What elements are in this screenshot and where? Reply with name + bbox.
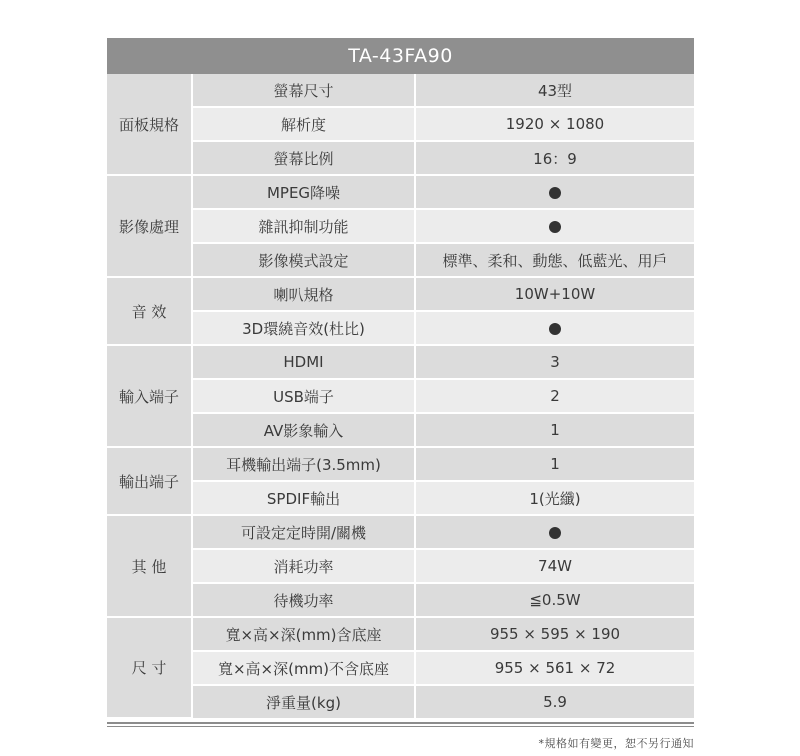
spec-label: 影像模式設定 xyxy=(192,243,415,277)
spec-label: 消耗功率 xyxy=(192,549,415,583)
spec-value-bullet xyxy=(415,209,694,243)
spec-sheet xyxy=(107,38,694,727)
spec-value: ≦0.5W xyxy=(415,583,694,617)
bullet-icon xyxy=(549,527,561,539)
spec-row xyxy=(107,549,694,583)
spec-label: AV影象輸入 xyxy=(192,413,415,447)
spec-row xyxy=(107,379,694,413)
category-cell: 輸入端子 xyxy=(107,345,192,447)
bullet-icon xyxy=(549,221,561,233)
spec-value: 3 xyxy=(415,345,694,379)
spec-label: 寬×高×深(mm)含底座 xyxy=(192,617,415,651)
spec-label: SPDIF輸出 xyxy=(192,481,415,515)
spec-label: 寬×高×深(mm)不含底座 xyxy=(192,651,415,685)
spec-label: 3D環繞音效(杜比) xyxy=(192,311,415,345)
spec-value: 955 × 595 × 190 xyxy=(415,617,694,651)
footnote: *規格如有變更，恕不另行通知 xyxy=(538,737,694,750)
spec-row xyxy=(107,617,694,651)
spec-row xyxy=(107,515,694,549)
spec-row xyxy=(107,685,694,718)
spec-label: HDMI xyxy=(192,345,415,379)
spec-table xyxy=(107,74,694,719)
spec-value: 16：9 xyxy=(415,141,694,175)
spec-row xyxy=(107,413,694,447)
spec-value-bullet xyxy=(415,311,694,345)
model-title-bar xyxy=(107,38,694,74)
spec-label: 雜訊抑制功能 xyxy=(192,209,415,243)
spec-row xyxy=(107,209,694,243)
category-cell: 面板規格 xyxy=(107,74,192,175)
spec-label: 喇叭規格 xyxy=(192,277,415,311)
spec-value: 標準、柔和、動態、低藍光、用戶 xyxy=(415,243,694,277)
spec-row xyxy=(107,243,694,277)
spec-row xyxy=(107,481,694,515)
spec-label: MPEG降噪 xyxy=(192,175,415,209)
spec-value: 10W+10W xyxy=(415,277,694,311)
spec-value: 5.9 xyxy=(415,685,694,718)
spec-row xyxy=(107,583,694,617)
spec-value: 1920 × 1080 xyxy=(415,107,694,141)
bottom-rule-thick xyxy=(107,722,694,724)
model-title: TA-43FA90 xyxy=(348,45,453,67)
spec-label: 可設定定時開/關機 xyxy=(192,515,415,549)
spec-label: 待機功率 xyxy=(192,583,415,617)
bullet-icon xyxy=(549,187,561,199)
spec-label: 螢幕尺寸 xyxy=(192,74,415,107)
spec-label: 螢幕比例 xyxy=(192,141,415,175)
spec-row xyxy=(107,345,694,379)
spec-value: 1 xyxy=(415,413,694,447)
spec-row xyxy=(107,175,694,209)
spec-value: 2 xyxy=(415,379,694,413)
bottom-rule-thin xyxy=(107,726,694,727)
spec-label: 解析度 xyxy=(192,107,415,141)
spec-value: 955 × 561 × 72 xyxy=(415,651,694,685)
spec-value-bullet xyxy=(415,515,694,549)
spec-row xyxy=(107,141,694,175)
category-cell: 音 效 xyxy=(107,277,192,345)
spec-row xyxy=(107,447,694,481)
spec-value-bullet xyxy=(415,175,694,209)
spec-value: 74W xyxy=(415,549,694,583)
category-cell: 其 他 xyxy=(107,515,192,617)
spec-row xyxy=(107,651,694,685)
spec-row xyxy=(107,277,694,311)
spec-row xyxy=(107,107,694,141)
spec-label: USB端子 xyxy=(192,379,415,413)
category-cell: 輸出端子 xyxy=(107,447,192,515)
category-cell: 尺 寸 xyxy=(107,617,192,718)
spec-row xyxy=(107,311,694,345)
spec-value: 43型 xyxy=(415,74,694,107)
spec-table-body xyxy=(107,74,694,718)
spec-row xyxy=(107,74,694,107)
bullet-icon xyxy=(549,323,561,335)
spec-value: 1 xyxy=(415,447,694,481)
spec-label: 淨重量(kg) xyxy=(192,685,415,718)
spec-value: 1(光纖) xyxy=(415,481,694,515)
spec-label: 耳機輸出端子(3.5mm) xyxy=(192,447,415,481)
category-cell: 影像處理 xyxy=(107,175,192,277)
